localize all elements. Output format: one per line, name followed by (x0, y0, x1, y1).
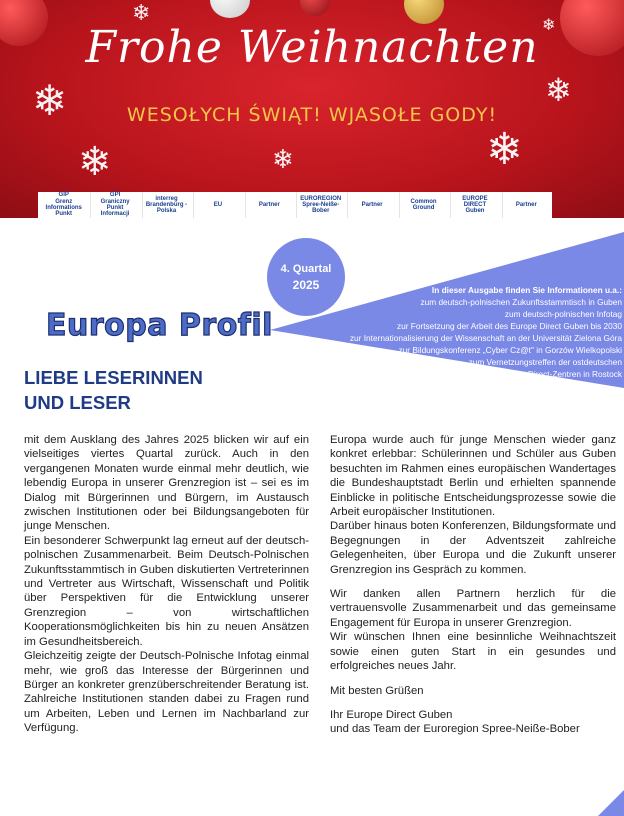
quarter-label: 4. Quartal (280, 262, 332, 275)
contents-item: zum deutsch-polnischen Zukunftsstammtisch in Guben (420, 297, 622, 307)
partner-logo: Partner (347, 192, 395, 218)
signature-line: und das Team der Euroregion Spree-Neiße-Bober (330, 723, 580, 736)
snowflake-icon: ❄ (132, 0, 151, 25)
snowflake-icon: ❄ (78, 140, 112, 184)
partner-logo: EUROREGION Spree-Neiße-Bober (296, 192, 344, 218)
partner-logo: EUROPE DIRECT Guben (450, 192, 498, 218)
body-paragraph: Europa wurde auch für junge Menschen wieder ganz konkret erlebbar: Schülerinnen und Schüler aus Guben besuchten im Rahmen eines europäischen Wandertages die Bundeshauptstadt Berlin und erhielten spannende Einblicke in politische Entscheidungsprozesse sowie die Arbeit europäischer Institutionen. (330, 434, 616, 519)
snowflake-icon: ❄ (486, 125, 523, 174)
body-paragraph: Gleichzeitig zeigte der Deutsch-Polnische Infotag einmal mehr, wie groß das Interesse der Bürgerinnen und Bürger an konkreter grenzüberschreitender Beratung ist. Zahlreiche Institutionen standen dabei zu Fragen rund um Arbeiten, Leben und Lernen im Nachbarland zur Verfügung. (24, 650, 309, 735)
snowflake-icon: ❄ (542, 17, 556, 34)
partner-logo: Partner (245, 192, 293, 218)
issue-contents (322, 284, 622, 380)
signature-line: Ihr Europe Direct Guben (330, 708, 453, 721)
salutation-line: UND LESER (24, 392, 131, 413)
contents-item: zur Internationalisierung der Wissenschaft an der Universität Zielona Góra (349, 333, 622, 343)
partner-logo: interreg Brandenburg - Polska (142, 192, 190, 218)
banner-title: Frohe Weihnachten (85, 22, 539, 73)
snowflake-icon: ❄ (272, 144, 294, 174)
contents-item: zur Fortsetzung der Arbeit des Europe Direct Guben bis 2030 (396, 321, 622, 331)
contents-heading: In dieser Ausgabe finden Sie Informationen u.a.: (431, 285, 622, 295)
partner-logo: EU (193, 192, 241, 218)
contents-item: zum Vernetzungstreffen der ostdeutschen (468, 357, 622, 367)
contents-item: Europe-Direct-Zentren in Rostock (498, 369, 622, 379)
contents-item: zur Bildungskonferenz „Cyber Cz@t" in Gorzów Wielkopolski (398, 345, 622, 355)
corner-accent (598, 790, 624, 816)
body-paragraph: Wir wünschen Ihnen eine besinnliche Weihnachtszeit sowie einen guten Start in ein gesundes und erfolgreiches neues Jahr. (330, 631, 616, 673)
left-column (24, 433, 309, 736)
body-paragraph: Wir danken allen Partnern herzlich für die vertrauensvolle Zusammenarbeit und das gemeinsame Engagement für Europa in unserer Grenzregion. (330, 588, 616, 629)
body-paragraph: Darüber hinaus boten Konferenzen, Bildungsformate und Begegnungen in der Adventszeit zahlreiche Gelegenheiten, über Europa und die Zukunft unserer Grenzregion ins Gespräch zu kommen. (330, 520, 616, 576)
salutation-line: LIEBE LESERINNEN (24, 367, 203, 388)
newsletter-title: Europa Profil (46, 308, 273, 343)
body-paragraph: mit dem Ausklang des Jahres 2025 blicken wir auf ein vielseitiges viertes Quartal zurück. Auch in den vergangenen Monaten wurde einmal mehr deutlich, wie lebendig Europa in unserer Grenzregion ist – sei es im Dialog mit Bürgerinnen und Bürgern, im Austausch zwischen Institutionen oder bei Bildungsangeboten für junge Menschen. (24, 434, 309, 533)
banner-subtitle: WESOŁYCH ŚWIĄT! WJASOŁE GODY! (126, 104, 498, 126)
partner-logo: GIP Grenz Informations Punkt (45, 192, 82, 218)
contents-item: zum deutsch-polnischen Infotag (504, 309, 622, 319)
partner-logo: Partner (502, 192, 550, 218)
quarter-year: 2025 (292, 277, 320, 292)
snowflake-icon: ❄ (32, 77, 68, 124)
closing-phrase: Mit besten Grüßen (330, 684, 424, 697)
body-paragraph: Ein besonderer Schwerpunkt lag erneut auf der deutsch-polnischen Zusammenarbeit. Beim Deutsch-Polnischen Zukunftsstammtisch in Guben diskutierten Vertreterinnen und Vertreter aus Wirtschaft, Wissenschaft und Politik über Perspektiven für die Entwicklung unserer Grenzregion – von wirtschaftlichen Kooperationsmöglichkeiten bis hin zu neuen Ansätzen im Gesundheitsbereich. (24, 534, 309, 648)
partner-logo: Common Ground (399, 192, 447, 218)
salutation-heading (24, 365, 203, 415)
snowflake-icon: ❄ (545, 72, 572, 108)
right-column (330, 433, 616, 737)
partner-logo: GPI Graniczny Punkt Informacji (90, 192, 138, 218)
